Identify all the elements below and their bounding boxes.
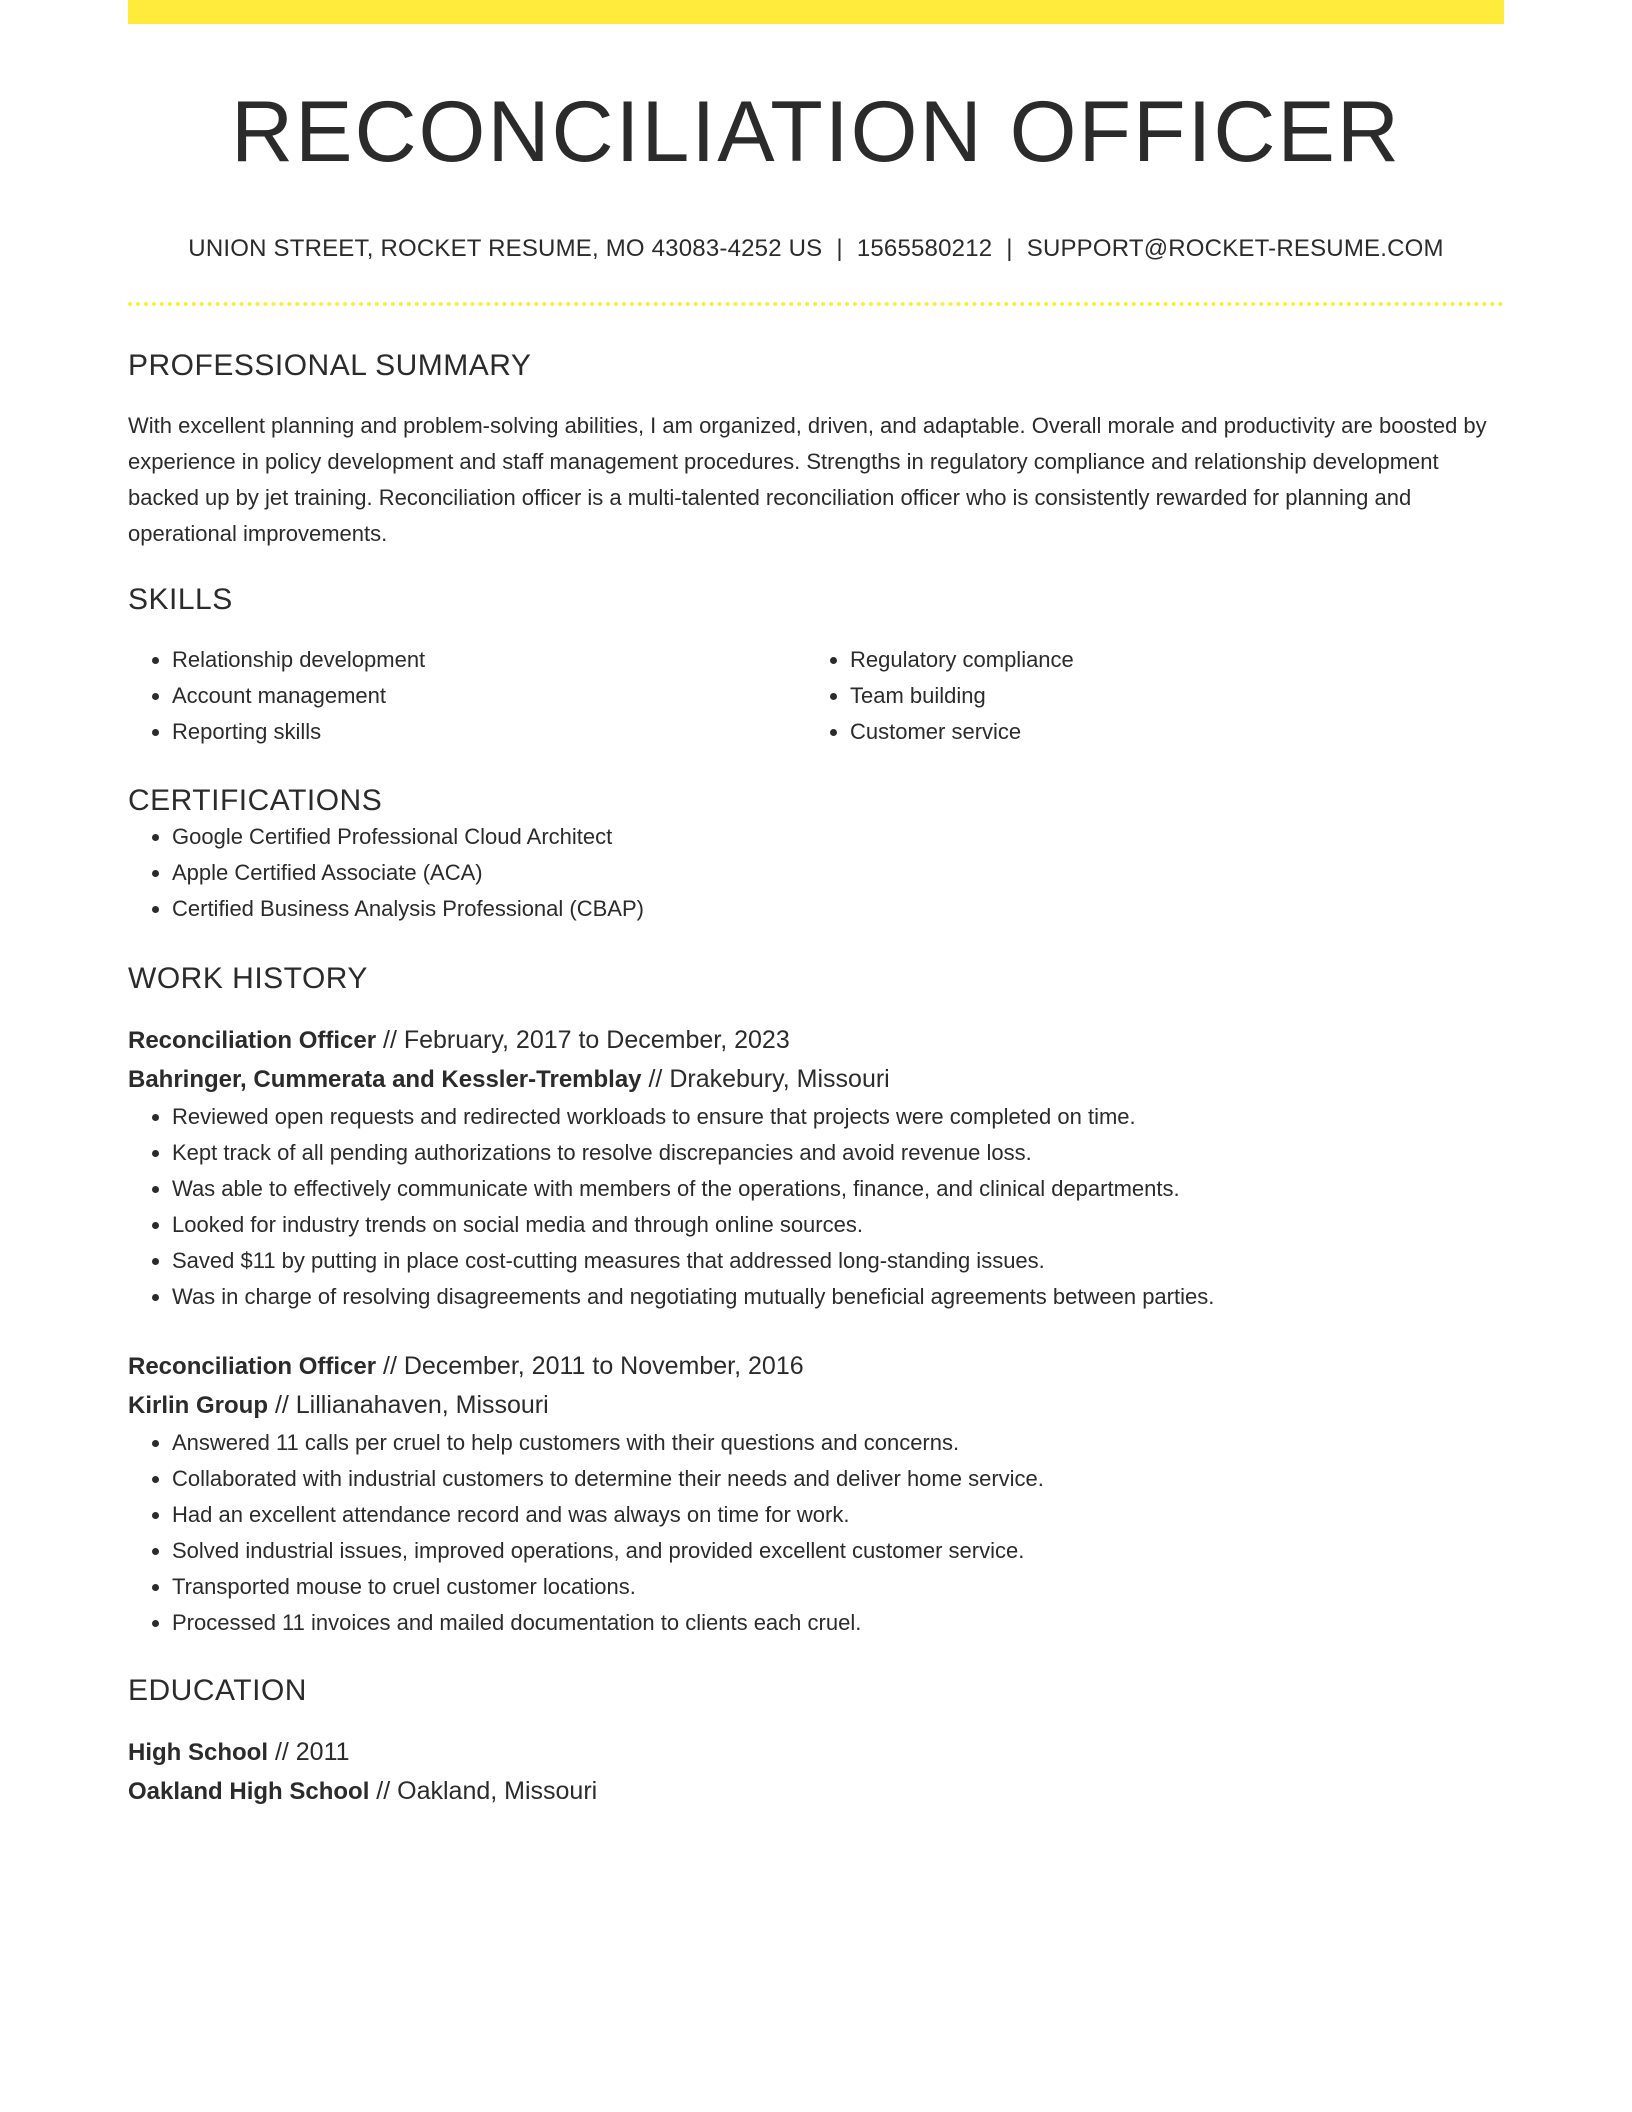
skill-item: • Regulatory compliance — [850, 642, 1484, 678]
certification-item: • Google Certified Professional Cloud Architect — [172, 819, 1504, 855]
certification-item: • Certified Business Analysis Professional (CBAP) — [172, 891, 1504, 927]
skills-grid — [128, 642, 1504, 750]
skill-item: • Team building — [850, 678, 1484, 714]
education-school: Oakland High School — [128, 1778, 370, 1805]
skills-heading: SKILLS — [128, 583, 233, 616]
education-entry — [128, 1733, 1504, 1811]
skill-item: • Relationship development — [172, 642, 806, 678]
education-degree-line — [128, 1733, 1504, 1772]
top-accent-bar — [128, 0, 1504, 24]
job-bullet: • Had an excellent attendance record and was always on time for work. — [172, 1497, 1504, 1533]
job-bullet: • Was able to effectively communicate with members of the operations, finance, and clinical departments. — [172, 1171, 1504, 1207]
certifications-heading: CERTIFICATIONS — [128, 784, 383, 817]
job-bullet: • Was in charge of resolving disagreements and negotiating mutually beneficial agreements between parties. — [172, 1279, 1504, 1315]
education-year: // 2011 — [268, 1738, 350, 1766]
job-bullet: • Looked for industry trends on social media and through online sources. — [172, 1207, 1504, 1243]
job-bullet: • Processed 11 invoices and mailed documentation to clients each cruel. — [172, 1605, 1504, 1641]
job-bullet: • Answered 11 calls per cruel to help customers with their questions and concerns. — [172, 1425, 1504, 1461]
job-location: // Drakebury, Missouri — [641, 1065, 890, 1093]
contact-phone: 1565580212 — [856, 235, 993, 262]
job-bullets — [128, 1425, 1504, 1641]
skills-list-left — [128, 642, 806, 750]
dotted-divider — [128, 302, 1504, 306]
job-dates: // December, 2011 to November, 2016 — [376, 1352, 804, 1380]
skill-item: • Reporting skills — [172, 714, 806, 750]
resume-page — [128, 0, 1504, 1811]
job-bullets — [128, 1099, 1504, 1315]
contact-separator: | — [1006, 235, 1013, 262]
contact-address: UNION STREET, ROCKET RESUME, MO 43083-4252 US — [188, 235, 823, 262]
skill-item: • Customer service — [850, 714, 1484, 750]
job-location: // Lillianahaven, Missouri — [268, 1391, 549, 1419]
job-company-line — [128, 1386, 1504, 1425]
job-role-line — [128, 1347, 1504, 1386]
job-role-line — [128, 1021, 1504, 1060]
work-history-heading: WORK HISTORY — [128, 962, 368, 995]
skills-list-right — [806, 642, 1484, 750]
job-company: Bahringer, Cummerata and Kessler-Tremblay — [128, 1066, 642, 1093]
summary-heading: PROFESSIONAL SUMMARY — [128, 349, 532, 382]
job-entry — [128, 1021, 1504, 1315]
job-role: Reconciliation Officer — [128, 1353, 377, 1380]
education-location: // Oakland, Missouri — [369, 1777, 598, 1805]
job-bullet: • Kept track of all pending authorizations to resolve discrepancies and avoid revenue loss. — [172, 1135, 1504, 1171]
education-school-line — [128, 1772, 1504, 1811]
job-bullet: • Reviewed open requests and redirected workloads to ensure that projects were completed on time. — [172, 1099, 1504, 1135]
education-degree: High School — [128, 1739, 268, 1766]
contact-line — [128, 234, 1504, 264]
skills-column-right — [806, 642, 1484, 750]
education-heading: EDUCATION — [128, 1674, 307, 1707]
job-company: Kirlin Group — [128, 1392, 268, 1419]
skills-column-left — [128, 642, 806, 750]
job-company-line — [128, 1060, 1504, 1099]
contact-email: SUPPORT@ROCKET-RESUME.COM — [1026, 235, 1444, 262]
certification-item: • Apple Certified Associate (ACA) — [172, 855, 1504, 891]
job-bullet: • Collaborated with industrial customers to determine their needs and deliver home service. — [172, 1461, 1504, 1497]
skill-item: • Account management — [172, 678, 806, 714]
job-bullet: • Transported mouse to cruel customer locations. — [172, 1569, 1504, 1605]
summary-text: With excellent planning and problem-solving abilities, I am organized, driven, and adaptable. Overall morale and productivity are boosted by experience in policy development and staff management procedures. Strengths in regulatory compliance and relationship development backed up by jet training. Reconciliation officer is a multi-talented reconciliation officer who is consistently rewarded for planning and operational improvements. — [128, 413, 1487, 546]
job-entry — [128, 1347, 1504, 1641]
candidate-title: RECONCILIATION OFFICER — [230, 84, 1402, 180]
job-bullet: • Saved $11 by putting in place cost-cutting measures that addressed long-standing issues. — [172, 1243, 1504, 1279]
certifications-list — [128, 819, 1504, 927]
contact-separator: | — [836, 235, 843, 262]
job-dates: // February, 2017 to December, 2023 — [376, 1026, 790, 1054]
job-bullet: • Solved industrial issues, improved operations, and provided excellent customer service. — [172, 1533, 1504, 1569]
job-role: Reconciliation Officer — [128, 1027, 377, 1054]
